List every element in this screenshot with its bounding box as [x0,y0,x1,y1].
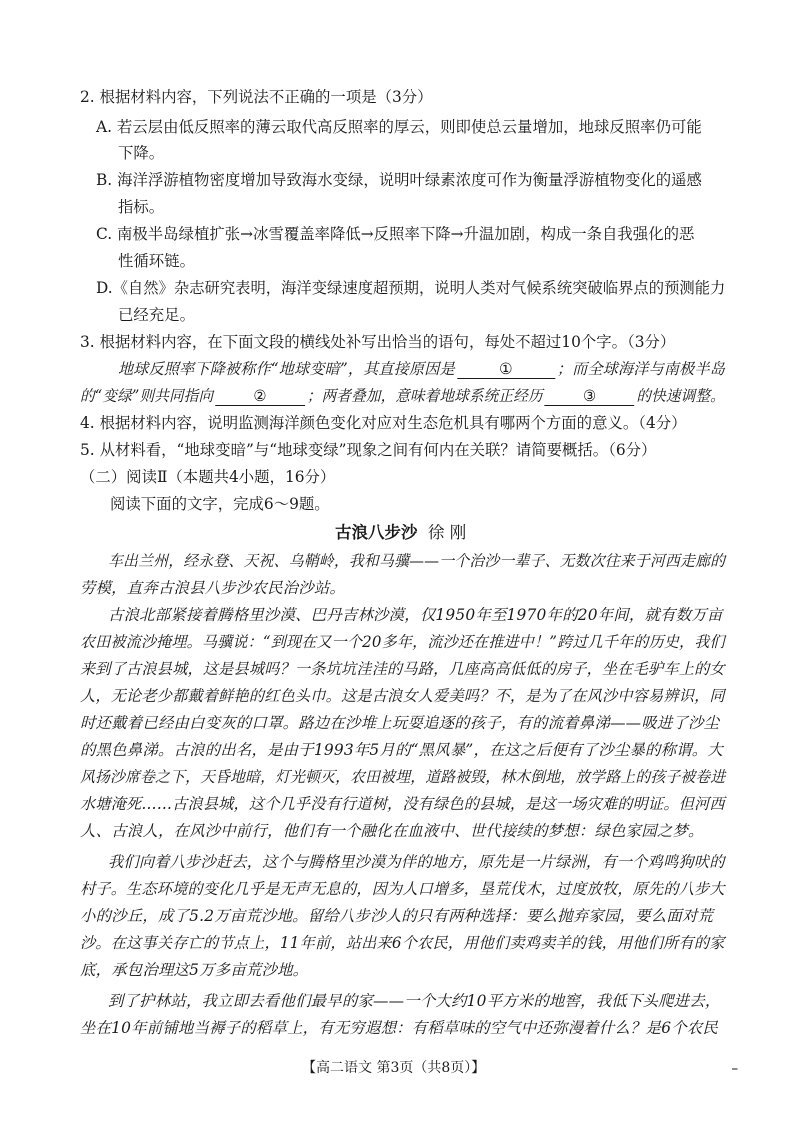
q3-passage-text-2c: 的快速调整。 [636,387,725,405]
article-line: 的黑色鼻涕。古浪的出名，是由于1993年5月的“黑风暴”，在这之后便有了沙尘暴的称谓。大 [80,741,723,759]
q2-option-a-line2: 下降。 [118,144,165,162]
q2-option-c-line2: 性循环链。 [118,252,195,270]
q3-blank-2[interactable]: ② [215,385,305,406]
article-line: 到了护林站，我立即去看他们最早的家——一个大约10平方米的地窖，我低下头爬进去， [108,992,721,1010]
q4-stem: 4. 根据材料内容，说明监测海洋颜色变化对应对生态危机具有哪两个方面的意义。（4分） [80,414,687,432]
article-line: 底，承包治理这5万多亩荒沙地。 [80,961,309,979]
article-line: 坐在10年前铺地当褥子的稻草上，有无穷遐想：有稻草味的空气中还弥漫着什么？是6个农民 [80,1019,719,1037]
article-line: 来到了古浪县城，这是县城吗？一条坑坑洼洼的马路，几座高高低低的房子，坐在毛驴车上的女 [80,660,725,678]
article-line: 我们向着八步沙赶去，这个与腾格里沙漠为伴的地方，原先是一片绿洲，有一个鸡鸣狗吠的 [108,853,725,871]
article-line: 水塘淹死……古浪县城，这个几乎没有行道树，没有绿色的县城，是这一场灾难的明证。但河西 [80,795,725,813]
article-line: 农田被流沙掩埋。马骥说：“到现在又一个20多年，流沙还在推进中！”跨过几千年的历史，我们 [80,633,725,651]
article-line: 村子。生态环境的变化几乎是无声无息的，因为人口增多，垦荒伐木，过度放牧，原先的八步大 [80,880,725,898]
article-line: 古浪北部紧接着腾格里沙漠、巴丹吉林沙漠，仅1950年至1970年的20年间，就有数万亩 [108,606,723,624]
q2-option-a-line1: A. 若云层由低反照率的薄云取代高反照率的厚云，则即使总云量增加，地球反照率仍可能 [96,118,702,136]
q3-passage-line2 [80,385,725,407]
q3-passage-text-1a: 地球反照率下降被称作“地球变暗”，其直接原因是 [118,360,455,378]
q2-option-d-line2: 已经充足。 [118,306,195,324]
article-line: 时还戴着已经由白变灰的口罩。路边在沙堆上玩耍追逐的孩子，有的流着鼻涕——吸进了沙尘 [80,714,720,732]
q3-stem: 3. 根据材料内容，在下面文段的横线处补写出恰当的语句，每处不超过10个字。（3分） [80,333,676,351]
q3-blank-3[interactable]: ③ [545,385,635,406]
q2-option-b-line2: 指标。 [118,198,165,216]
q3-passage-text-2b: ；两者叠加，意味着地球系统正经历 [306,387,543,405]
article-author: 徐 刚 [428,523,467,542]
article-line: 人、古浪人，在风沙中前行，他们有一个融化在血液中、世代接续的梦想：绿色家园之梦。 [80,822,704,840]
q3-passage-line1 [118,358,725,380]
article-line: 沙。在这事关存亡的节点上，11年前，站出来6个农民，用他们卖鸡卖羊的钱，用他们所有的家 [80,934,725,952]
q2-stem: 2. 根据材料内容，下列说法不正确的一项是（3分） [80,88,433,106]
article-line: 风扬沙席卷之下，天昏地暗，灯光顿灭，农田被埋，道路被毁，林木倒地，放学路上的孩子被卷进 [80,768,726,786]
article-line: 车出兰州，经永登、天祝、乌鞘岭，我和马骥——一个治沙一辈子、无数次往来于河西走廊的 [108,552,726,570]
article-title: 古浪八步沙 [335,523,418,542]
article-line: 劳模，直奔古浪县八步沙农民治沙站。 [80,579,346,597]
article-line: 小的沙丘，成了5.2万亩荒沙地。留给八步沙人的只有两种选择：要么抛弃家园，要么面对荒 [80,907,714,925]
q2-option-b-line1: B. 海洋浮游植物密度增加导致海水变绿，说明叶绿素浓度可作为衡量浮游植物变化的遥感 [96,171,702,189]
q3-passage-text-1b: ；而全球海洋与南极半岛 [556,360,726,378]
page-footer: 【高二语文 第3页（共8页）】 [302,1060,486,1076]
q2-option-d-line1: D.《自然》杂志研究表明，海洋变绿速度超预期，说明人类对气候系统突破临界点的预测能力 [96,279,726,297]
corner-mark: ⎯ [732,1062,738,1075]
section2-heading: （二）阅读Ⅱ（本题共4小题，16分） [80,468,336,486]
section2-instruction: 阅读下面的文字，完成6～9题。 [110,495,330,513]
q5-stem: 5. 从材料看，“地球变暗”与“地球变绿”现象之间有何内在关联？请简要概括。（6分） [80,441,657,459]
q3-passage-text-2a: 的“变绿”则共同指向 [80,387,214,405]
q3-blank-1[interactable]: ① [457,358,555,379]
article-line: 人，无论老少都戴着鲜艳的红色头巾。这是古浪女人爱美吗？不，是为了在风沙中容易辨识，同 [80,687,725,705]
q2-option-c-line1: C. 南极半岛绿植扩张→冰雪覆盖率降低→反照率下降→升温加剧，构成一条自我强化的恶 [96,225,695,243]
